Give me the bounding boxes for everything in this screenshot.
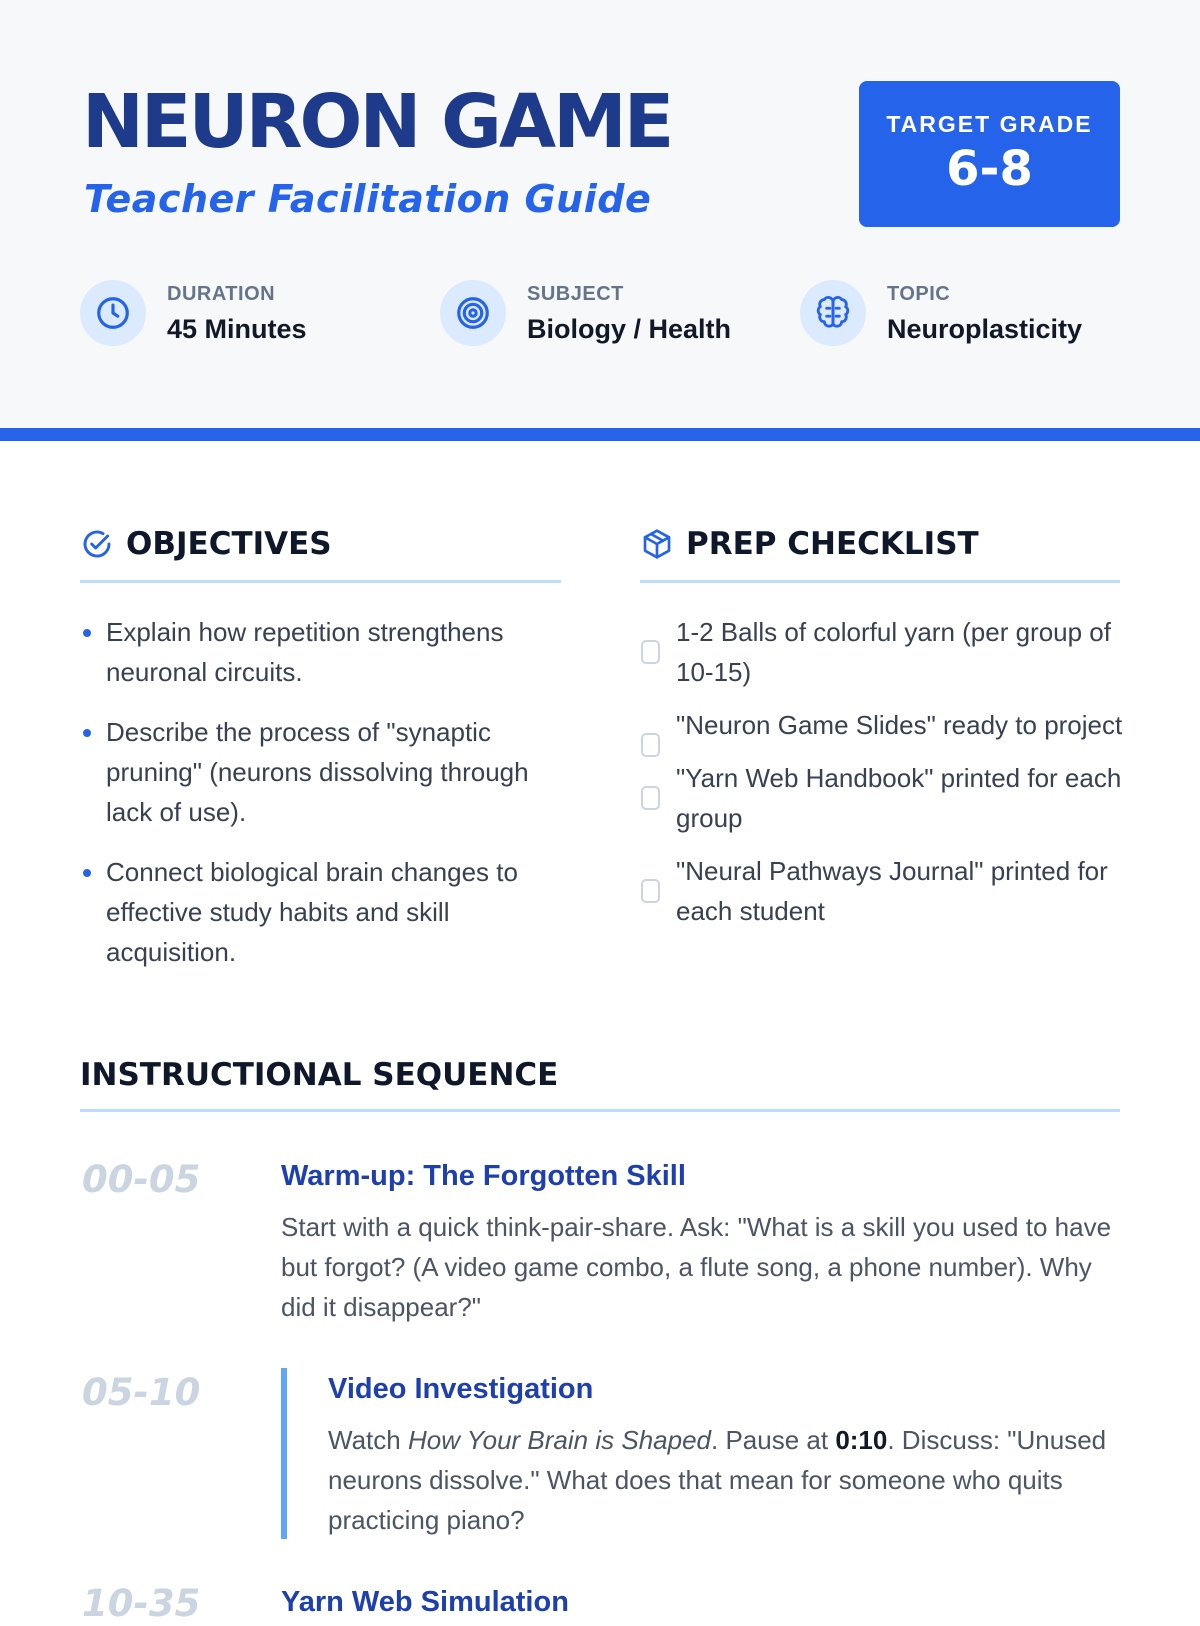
bullet-icon — [83, 729, 91, 737]
target-grade-badge — [859, 81, 1120, 227]
meta-topic — [800, 280, 1120, 350]
step-title: Yarn Web Simulation — [281, 1586, 569, 1618]
objectives-title: OBJECTIVES — [126, 526, 332, 562]
meta-duration — [80, 280, 400, 350]
bullet-icon — [83, 629, 91, 637]
subject-value: Biology / Health — [527, 314, 732, 344]
checklist-item: "Neural Pathways Journal" printed for each student — [640, 851, 1130, 931]
step-title: Video Investigation — [328, 1373, 594, 1405]
step-title: Warm-up: The Forgotten Skill — [281, 1160, 686, 1192]
page-subtitle: Teacher Facilitation Guide — [84, 177, 652, 221]
header-divider — [0, 428, 1200, 441]
duration-label: DURATION — [167, 283, 276, 305]
duration-value: 45 Minutes — [167, 314, 307, 344]
sequence-heading — [80, 1055, 558, 1095]
checklist-item: "Yarn Web Handbook" printed for each group — [640, 758, 1130, 838]
step-highlight-bar — [281, 1368, 287, 1539]
list-item: Explain how repetition strengthens neuronal circuits. — [80, 612, 570, 692]
prep-rule — [640, 580, 1120, 583]
page-title: NEURON GAME — [82, 79, 672, 165]
checkbox[interactable] — [641, 640, 660, 664]
brain-icon — [800, 280, 866, 346]
objectives-heading — [80, 524, 332, 564]
subject-label: SUBJECT — [527, 283, 624, 305]
objectives-list — [80, 612, 570, 992]
target-icon — [440, 280, 506, 346]
sequence-rule — [80, 1109, 1120, 1112]
prep-heading — [640, 524, 979, 564]
prep-title: PREP CHECKLIST — [686, 526, 979, 562]
checkbox[interactable] — [641, 786, 660, 810]
list-item: Connect biological brain changes to effective study habits and skill acquisition. — [80, 852, 570, 972]
checkbox[interactable] — [641, 879, 660, 903]
meta-subject — [440, 280, 770, 350]
step-time: 00-05 — [82, 1158, 201, 1201]
header — [0, 0, 1200, 428]
bullet-icon — [83, 869, 91, 877]
prep-checklist — [640, 612, 1130, 944]
step-time: 05-10 — [82, 1371, 201, 1414]
clock-icon — [80, 280, 146, 346]
topic-label: TOPIC — [887, 283, 951, 305]
checkbox[interactable] — [641, 733, 660, 757]
list-item: Describe the process of "synaptic pruning" (neurons dissolving through lack of use). — [80, 712, 570, 832]
step-time: 10-35 — [82, 1582, 201, 1625]
step-body: Watch How Your Brain is Shaped. Pause at 0:10. Discuss: "Unused neurons dissolve." What does that mean for someone who quits practicing piano? — [328, 1425, 1107, 1535]
checklist-item: 1-2 Balls of colorful yarn (per group of 10-15) — [640, 612, 1130, 692]
step-body: Start with a quick think-pair-share. Ask: "What is a skill you used to have but forgot? (A video game combo, a flute song, a phone number). Why did it disappear?" — [281, 1212, 1112, 1322]
box-icon — [640, 527, 674, 561]
check-circle-icon — [80, 527, 114, 561]
checklist-item: "Neuron Game Slides" ready to project — [640, 705, 1130, 745]
target-grade-label: TARGET GRADE — [886, 111, 1093, 137]
target-grade-value: 6-8 — [946, 141, 1033, 197]
objectives-rule — [80, 580, 561, 583]
topic-value: Neuroplasticity — [887, 314, 1083, 344]
sequence-title: INSTRUCTIONAL SEQUENCE — [80, 1057, 559, 1093]
